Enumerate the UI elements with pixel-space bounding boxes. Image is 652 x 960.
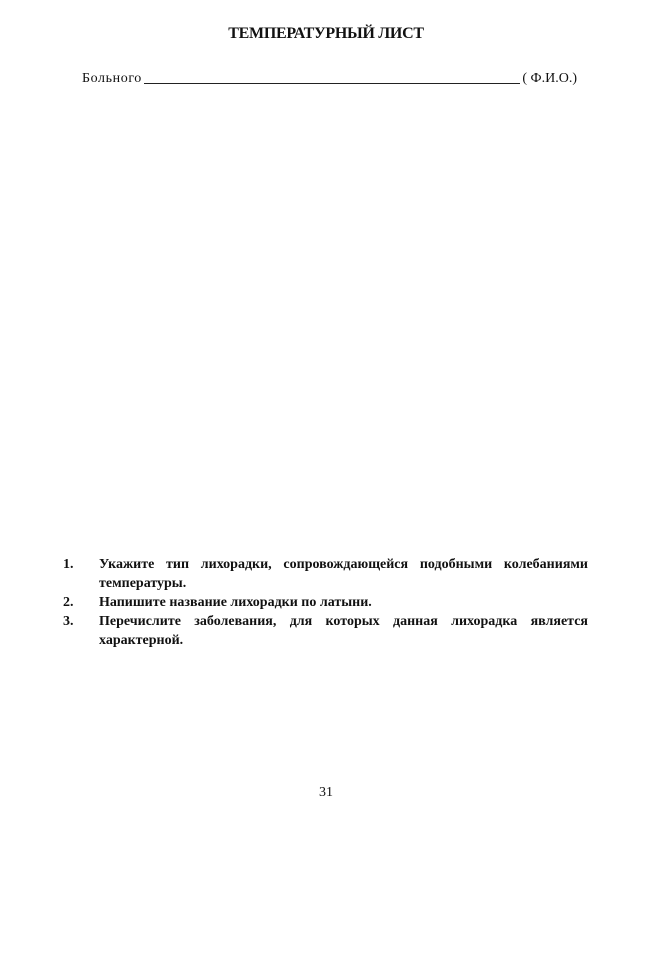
question-item — [63, 612, 588, 650]
question-number: 1. — [63, 557, 74, 572]
temperature-chart-area — [60, 100, 590, 540]
page-number: 31 — [319, 785, 333, 800]
question-number: 2. — [63, 595, 74, 610]
patient-name-hint: ( Ф.И.О.) — [522, 71, 577, 86]
question-list — [63, 555, 588, 650]
question-text: Укажите тип лихорадки, сопровождающейся подобными колебаниями температуры. — [99, 557, 588, 591]
question-item — [63, 593, 588, 612]
question-number: 3. — [63, 614, 74, 629]
page-title: ТЕМПЕРАТУРНЫЙ ЛИСТ — [228, 25, 424, 42]
question-item — [63, 555, 588, 593]
patient-name-blank — [144, 69, 520, 84]
patient-name-line — [82, 65, 577, 87]
question-text: Перечислите заболевания, для которых данная лихорадка является характерной. — [99, 614, 588, 648]
question-text: Напишите название лихорадки по латыни. — [99, 595, 372, 610]
patient-label: Больного — [82, 71, 142, 86]
